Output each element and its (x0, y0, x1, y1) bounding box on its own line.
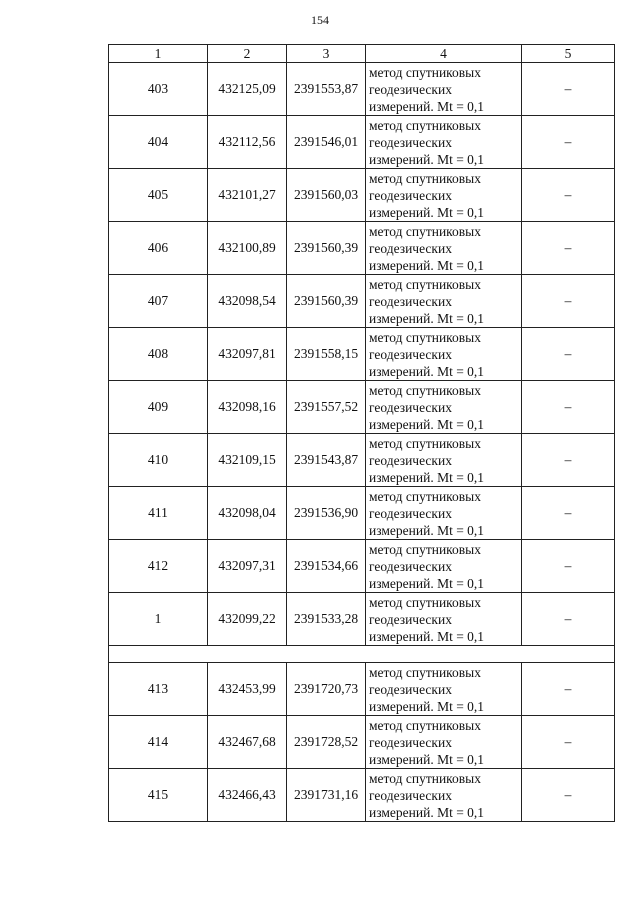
column-5-value: – (522, 275, 615, 328)
method-description (366, 540, 522, 593)
header-row (109, 45, 615, 63)
coordinate-x: 432097,81 (208, 328, 287, 381)
method-description (366, 63, 522, 116)
column-5-value: – (522, 540, 615, 593)
coordinate-y: 2391534,66 (287, 540, 366, 593)
point-number: 406 (109, 222, 208, 275)
coordinate-y: 2391543,87 (287, 434, 366, 487)
separator-cell (109, 646, 615, 663)
point-number: 413 (109, 663, 208, 716)
column-5-value: – (522, 328, 615, 381)
table-row (109, 593, 615, 646)
column-5-value: – (522, 222, 615, 275)
table-row (109, 663, 615, 716)
coordinate-x: 432112,56 (208, 116, 287, 169)
coordinate-y: 2391533,28 (287, 593, 366, 646)
table-row (109, 169, 615, 222)
method-description (366, 663, 522, 716)
method-line: метод спутниковых (369, 382, 481, 398)
column-5-value: – (522, 487, 615, 540)
method-line: метод спутниковых (369, 170, 481, 186)
method-description (366, 487, 522, 540)
point-number: 414 (109, 716, 208, 769)
method-line: метод спутниковых (369, 488, 481, 504)
coordinate-x: 432109,15 (208, 434, 287, 487)
column-header-2: 2 (208, 45, 287, 63)
coordinate-x: 432098,16 (208, 381, 287, 434)
method-line: геодезических (369, 787, 452, 803)
coordinate-x: 432125,09 (208, 63, 287, 116)
point-number: 405 (109, 169, 208, 222)
method-line: геодезических (369, 187, 452, 203)
method-line: геодезических (369, 452, 452, 468)
table-row (109, 769, 615, 822)
column-header-1: 1 (109, 45, 208, 63)
method-line: геодезических (369, 505, 452, 521)
coordinate-y: 2391558,15 (287, 328, 366, 381)
column-5-value: – (522, 169, 615, 222)
coordinate-x: 432097,31 (208, 540, 287, 593)
method-line: измерений. Mt = 0,1 (369, 522, 485, 538)
coordinate-y: 2391546,01 (287, 116, 366, 169)
column-5-value: – (522, 116, 615, 169)
method-description (366, 716, 522, 769)
method-line: измерений. Mt = 0,1 (369, 804, 485, 820)
method-line: измерений. Mt = 0,1 (369, 469, 485, 485)
method-description (366, 434, 522, 487)
method-line: измерений. Mt = 0,1 (369, 751, 485, 767)
method-line: метод спутниковых (369, 64, 481, 80)
table-row (109, 328, 615, 381)
column-5-value: – (522, 593, 615, 646)
method-description (366, 222, 522, 275)
table-row (109, 222, 615, 275)
method-line: геодезических (369, 399, 452, 415)
method-description (366, 275, 522, 328)
column-header-3: 3 (287, 45, 366, 63)
method-line: измерений. Mt = 0,1 (369, 257, 485, 273)
coordinate-y: 2391560,03 (287, 169, 366, 222)
method-line: геодезических (369, 240, 452, 256)
coordinate-y: 2391731,16 (287, 769, 366, 822)
method-description (366, 169, 522, 222)
method-line: метод спутниковых (369, 664, 481, 680)
method-line: измерений. Mt = 0,1 (369, 151, 485, 167)
point-number: 412 (109, 540, 208, 593)
table-row (109, 487, 615, 540)
coordinate-x: 432099,22 (208, 593, 287, 646)
column-header-4: 4 (366, 45, 522, 63)
coordinate-x: 432100,89 (208, 222, 287, 275)
point-number: 415 (109, 769, 208, 822)
method-line: геодезических (369, 558, 452, 574)
column-5-value: – (522, 769, 615, 822)
method-line: геодезических (369, 293, 452, 309)
method-line: метод спутниковых (369, 435, 481, 451)
column-5-value: – (522, 63, 615, 116)
method-description (366, 328, 522, 381)
method-description (366, 593, 522, 646)
page-number: 154 (311, 13, 329, 27)
method-line: измерений. Mt = 0,1 (369, 363, 485, 379)
column-5-value: – (522, 434, 615, 487)
column-5-value: – (522, 663, 615, 716)
method-line: метод спутниковых (369, 276, 481, 292)
column-5-value: – (522, 381, 615, 434)
table-row (109, 381, 615, 434)
coordinate-y: 2391560,39 (287, 275, 366, 328)
method-description (366, 769, 522, 822)
coordinate-x: 432466,43 (208, 769, 287, 822)
column-header-5: 5 (522, 45, 615, 63)
method-line: метод спутниковых (369, 329, 481, 345)
coordinate-y: 2391557,52 (287, 381, 366, 434)
method-line: метод спутниковых (369, 594, 481, 610)
method-line: метод спутниковых (369, 117, 481, 133)
coordinates-table (108, 44, 615, 822)
method-line: геодезических (369, 81, 452, 97)
method-description (366, 116, 522, 169)
coordinate-y: 2391720,73 (287, 663, 366, 716)
method-line: метод спутниковых (369, 717, 481, 733)
point-number: 409 (109, 381, 208, 434)
table-row (109, 116, 615, 169)
method-line: геодезических (369, 681, 452, 697)
method-line: измерений. Mt = 0,1 (369, 310, 485, 326)
point-number: 404 (109, 116, 208, 169)
method-line: геодезических (369, 734, 452, 750)
coordinate-x: 432467,68 (208, 716, 287, 769)
method-description (366, 381, 522, 434)
table-row (109, 63, 615, 116)
method-line: метод спутниковых (369, 541, 481, 557)
point-number: 410 (109, 434, 208, 487)
method-line: геодезических (369, 346, 452, 362)
table-row (109, 434, 615, 487)
method-line: измерений. Mt = 0,1 (369, 98, 485, 114)
table-row (109, 540, 615, 593)
coordinate-y: 2391728,52 (287, 716, 366, 769)
method-line: измерений. Mt = 0,1 (369, 575, 485, 591)
coordinate-y: 2391553,87 (287, 63, 366, 116)
method-line: измерений. Mt = 0,1 (369, 628, 485, 644)
point-number: 408 (109, 328, 208, 381)
coordinate-x: 432098,54 (208, 275, 287, 328)
separator-row (109, 646, 615, 663)
coordinate-y: 2391560,39 (287, 222, 366, 275)
method-line: метод спутниковых (369, 770, 481, 786)
coordinate-x: 432453,99 (208, 663, 287, 716)
point-number: 1 (109, 593, 208, 646)
method-line: геодезических (369, 134, 452, 150)
point-number: 403 (109, 63, 208, 116)
point-number: 407 (109, 275, 208, 328)
coordinate-x: 432101,27 (208, 169, 287, 222)
method-line: геодезических (369, 611, 452, 627)
coordinate-y: 2391536,90 (287, 487, 366, 540)
coordinate-x: 432098,04 (208, 487, 287, 540)
table-row (109, 716, 615, 769)
method-line: метод спутниковых (369, 223, 481, 239)
method-line: измерений. Mt = 0,1 (369, 204, 485, 220)
column-5-value: – (522, 716, 615, 769)
point-number: 411 (109, 487, 208, 540)
method-line: измерений. Mt = 0,1 (369, 416, 485, 432)
table-row (109, 275, 615, 328)
method-line: измерений. Mt = 0,1 (369, 698, 485, 714)
